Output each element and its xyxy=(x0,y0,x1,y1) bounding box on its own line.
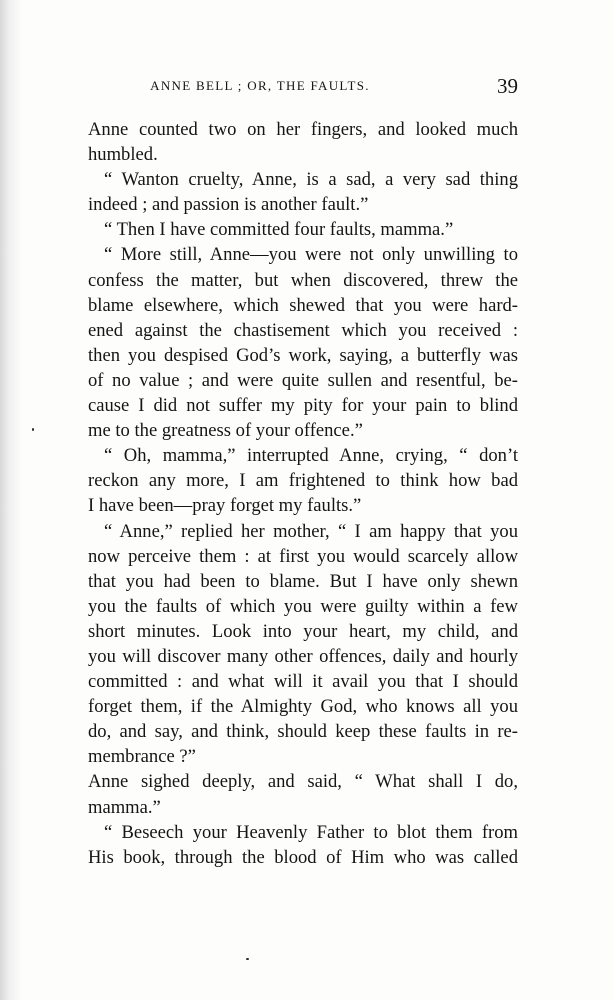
text-line: mamma.” xyxy=(88,796,161,818)
text-line: of no value ; and were quite sullen and resentful, be- xyxy=(88,369,518,391)
text-line: confess the matter, but when discovered, threw the xyxy=(88,269,518,291)
text-line: “ Anne,” replied her mother, “ I am happy that you xyxy=(104,520,518,542)
text-line: “ Wanton cruelty, Anne, is a sad, a very sad thing xyxy=(104,169,518,191)
text-line: that you had been to blame. But I have only shewn xyxy=(88,570,518,592)
page-gutter-shadow xyxy=(0,0,22,1000)
text-line: forget them, if the Almighty God, who knows all you xyxy=(88,696,518,718)
text-line: blame elsewhere, which shewed that you were hard- xyxy=(88,294,518,316)
text-line: humbled. xyxy=(88,144,158,166)
text-line: you will discover many other offences, daily and hourly xyxy=(88,645,518,667)
text-line: now perceive them : at first you would scarcely allow xyxy=(88,545,518,567)
print-speck xyxy=(32,428,34,431)
text-line: “ Beseech your Heavenly Father to blot them from xyxy=(104,821,518,843)
text-line: “ Then I have committed four faults, mamma.” xyxy=(104,219,454,241)
text-line: short minutes. Look into your heart, my child, and xyxy=(88,620,518,642)
text-line: do, and say, and think, should keep these faults in re- xyxy=(88,721,518,743)
text-line: cause I did not suffer my pity for your pain to blind xyxy=(88,395,518,417)
body-text xyxy=(88,117,518,870)
text-line: committed : and what will it avail you that I should xyxy=(88,671,518,693)
text-line: membrance ?” xyxy=(88,746,196,768)
running-title: ANNE BELL ; OR, THE FAULTS. xyxy=(150,78,370,93)
text-line: Anne counted two on her fingers, and looked much xyxy=(88,119,518,140)
text-line: His book, through the blood of Him who was called xyxy=(88,846,518,868)
running-head xyxy=(88,74,518,98)
text-line: indeed ; and passion is another fault.” xyxy=(88,194,369,216)
text-line: reckon any more, I am frightened to think how bad xyxy=(88,470,518,492)
page-number: 39 xyxy=(497,74,518,98)
text-line: you the faults of which you were guilty within a few xyxy=(88,595,518,617)
text-line: me to the greatness of your offence.” xyxy=(88,420,363,442)
text-line: Anne sighed deeply, and said, “ What shall I do, xyxy=(88,771,518,793)
print-speck xyxy=(246,958,249,960)
text-line: “ Oh, mamma,” interrupted Anne, crying, “ don’t xyxy=(104,445,518,467)
text-line: “ More still, Anne—you were not only unwilling to xyxy=(104,244,518,266)
text-line: ened against the chastisement which you received : xyxy=(88,319,518,341)
text-line: I have been—pray forget my faults.” xyxy=(88,495,362,517)
text-line: then you despised God’s work, saying, a butterfly was xyxy=(88,344,518,366)
